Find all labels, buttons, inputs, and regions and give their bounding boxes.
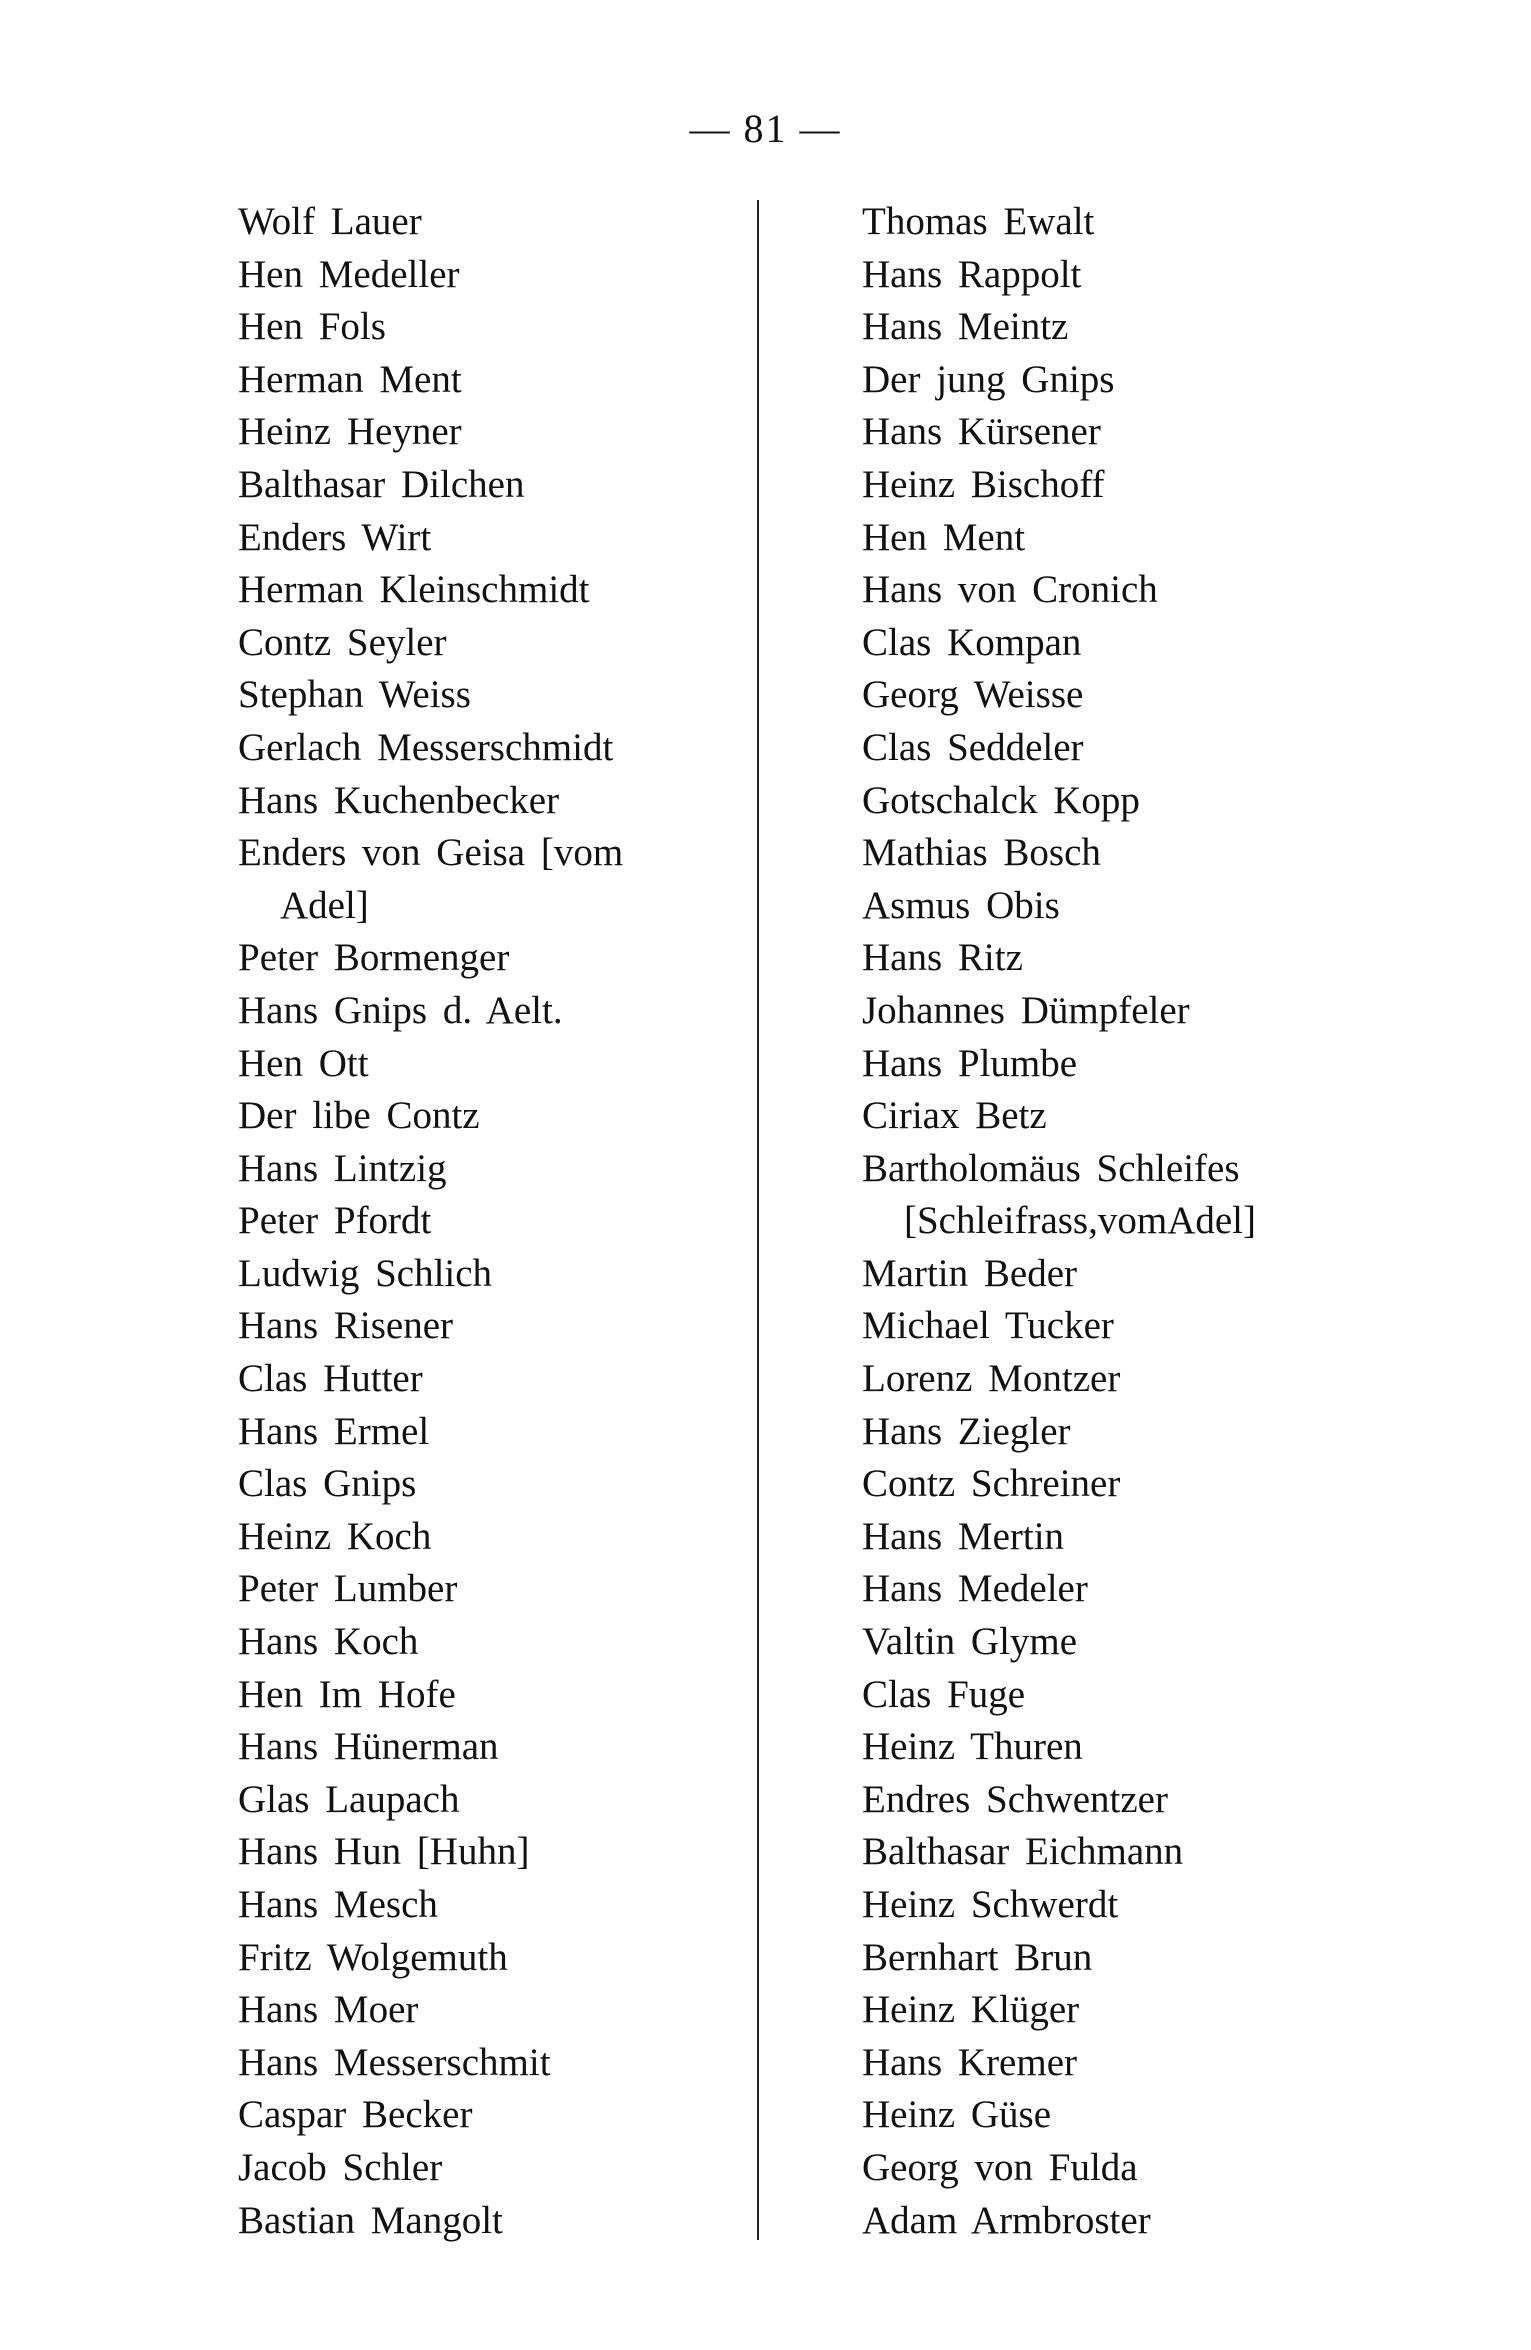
name-entry: Lorenz Montzer: [862, 1357, 1121, 1401]
name-entry: Adam Armbroster: [862, 2198, 1151, 2242]
name-entry: Hans Mesch: [238, 1883, 438, 1926]
name-entry: Michael Tucker: [862, 1304, 1114, 1348]
name-entry: Der libe Contz: [238, 1094, 480, 1138]
name-entry: Hans Kuchenbecker: [238, 778, 560, 822]
name-entry: Thomas Ewalt: [862, 200, 1095, 243]
name-entry: Enders Wirt: [238, 515, 432, 559]
name-entry: Hans Rappolt: [862, 252, 1082, 296]
name-entry: Hen Ott: [238, 1041, 369, 1085]
name-entry-continuation: Adel]: [280, 883, 369, 927]
column-divider: [757, 200, 759, 2240]
name-entry: Hans Moer: [238, 1988, 419, 2032]
name-entry: Stephan Weiss: [238, 673, 471, 717]
name-entry: Jacob Schler: [238, 2145, 443, 2189]
name-entry: Endres Schwentzer: [862, 1777, 1168, 1821]
name-entry: Valtin Glyme: [862, 1620, 1078, 1664]
name-entry: Hen Ment: [862, 515, 1026, 559]
right-name-column: [862, 196, 1256, 2247]
name-entry: Hans Kremer: [862, 2040, 1077, 2084]
name-entry: Peter Pfordt: [238, 1199, 432, 1243]
name-entry: Hans Hun [Huhn]: [238, 1830, 530, 1874]
name-entry: Hans Meintz: [862, 305, 1069, 349]
name-entry: Asmus Obis: [862, 883, 1060, 927]
name-entry: Hen Fols: [238, 305, 386, 349]
name-entry: Clas Fuge: [862, 1672, 1026, 1716]
name-entry: Ludwig Schlich: [238, 1251, 493, 1295]
name-entry: Peter Lumber: [238, 1567, 458, 1611]
page-number: — 81 —: [689, 106, 842, 151]
name-entry: Clas Kompan: [862, 620, 1082, 664]
name-entry: Balthasar Dilchen: [238, 462, 525, 506]
name-entry: Hans Hünerman: [238, 1725, 499, 1769]
name-entry: Hans Ritz: [862, 936, 1023, 980]
name-entry: Gerlach Messerschmidt: [238, 725, 614, 769]
name-entry: Heinz Schwerdt: [862, 1883, 1119, 1926]
name-entry: Hans Ermel: [238, 1409, 430, 1453]
name-entry: Hans Lintzig: [238, 1146, 447, 1190]
name-entry: Hans Gnips d. Aelt.: [238, 988, 563, 1032]
name-entry: Hans Mertin: [862, 1514, 1065, 1558]
name-entry: Peter Bormenger: [238, 936, 510, 980]
name-entry: Enders von Geisa [vom: [238, 831, 624, 875]
name-entry: Der jung Gnips: [862, 357, 1115, 401]
left-name-column: [238, 196, 623, 2247]
name-entry: Clas Gnips: [238, 1462, 417, 1506]
name-entry: Hans Medeler: [862, 1567, 1088, 1611]
name-entry: Heinz Bischoff: [862, 462, 1105, 506]
name-entry: Balthasar Eichmann: [862, 1830, 1184, 1874]
name-entry: Bastian Mangolt: [238, 2198, 503, 2242]
name-entry: Heinz Koch: [238, 1514, 432, 1558]
name-entry: Contz Seyler: [238, 620, 447, 664]
name-entry: Heinz Klüger: [862, 1988, 1080, 2032]
name-entry: Martin Beder: [862, 1251, 1078, 1295]
name-entry: Hans Ziegler: [862, 1409, 1071, 1453]
name-entry: Wolf Lauer: [238, 200, 422, 243]
name-entry: Hans Koch: [238, 1620, 419, 1664]
name-entry: Hen Medeller: [238, 252, 460, 296]
name-entry: Ciriax Betz: [862, 1094, 1047, 1138]
name-entry: Herman Kleinschmidt: [238, 568, 590, 612]
name-entry: Hans Kürsener: [862, 410, 1101, 454]
name-entry: Georg von Fulda: [862, 2145, 1138, 2189]
name-entry: Gotschalck Kopp: [862, 778, 1140, 822]
name-entry: Bernhart Brun: [862, 1935, 1093, 1979]
name-entry: Hans von Cronich: [862, 568, 1158, 612]
name-entry: Bartholomäus Schleifes: [862, 1146, 1240, 1190]
name-entry: Clas Seddeler: [862, 725, 1084, 769]
name-entry-continuation: [Schleifrass,vomAdel]: [904, 1199, 1256, 1243]
name-entry: Mathias Bosch: [862, 831, 1101, 875]
name-entry: Hans Risener: [238, 1304, 454, 1348]
name-entry: Heinz Thuren: [862, 1725, 1083, 1769]
name-entry: Johannes Dümpfeler: [862, 988, 1190, 1032]
name-entry: Fritz Wolgemuth: [238, 1935, 508, 1979]
name-entry: Herman Ment: [238, 357, 462, 401]
name-entry: Hans Plumbe: [862, 1041, 1078, 1085]
name-entry: Clas Hutter: [238, 1357, 423, 1401]
name-entry: Hans Messerschmit: [238, 2040, 551, 2084]
name-entry: Hen Im Hofe: [238, 1672, 456, 1716]
name-entry: Glas Laupach: [238, 1777, 460, 1821]
name-entry: Heinz Güse: [862, 2093, 1052, 2137]
name-entry: Contz Schreiner: [862, 1462, 1121, 1506]
name-entry: Heinz Heyner: [238, 410, 462, 454]
name-entry: Caspar Becker: [238, 2093, 473, 2137]
name-entry: Georg Weisse: [862, 673, 1084, 717]
